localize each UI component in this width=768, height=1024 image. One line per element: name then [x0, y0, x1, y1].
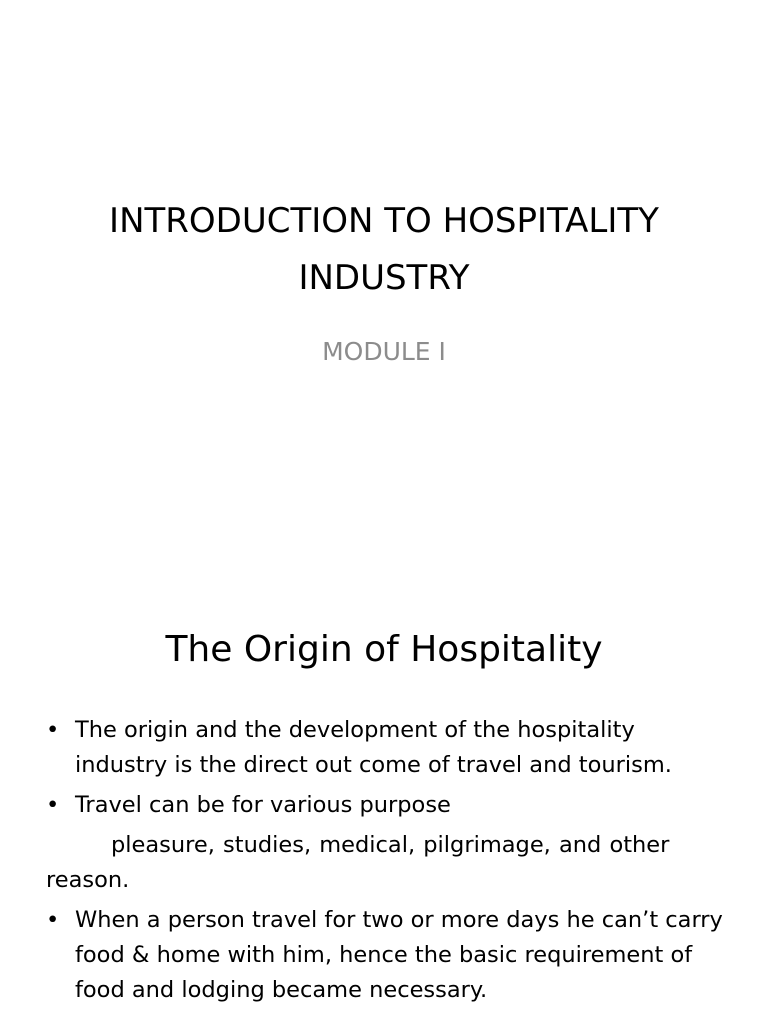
list-item-text: When a person travel for two or more days he can’t carry food & home with him, hence the basic requirement of food and lodging became necessary. — [75, 907, 723, 1003]
list-item — [46, 713, 726, 783]
list-item-text: Travel can be for various purpose — [75, 792, 451, 818]
list-item — [46, 788, 726, 823]
bullet-list — [46, 713, 726, 1013]
slide-title: The Origin of Hospitality — [165, 629, 603, 670]
list-item — [46, 828, 726, 898]
slide-2 — [0, 576, 768, 1024]
slide-title: INTRODUCTION TO HOSPITALITY INDUSTRY — [109, 201, 659, 298]
bullet-marker: • — [46, 792, 60, 818]
bullet-marker: • — [46, 907, 60, 933]
slide-subtitle: MODULE I — [322, 337, 446, 366]
bullet-marker: • — [46, 717, 60, 743]
list-item-text: pleasure, studies, medical, pilgrimage, and other reason. — [46, 832, 670, 893]
list-item — [46, 903, 726, 1008]
list-item-text: The origin and the development of the hospitality industry is the direct out come of travel and tourism. — [75, 717, 672, 778]
